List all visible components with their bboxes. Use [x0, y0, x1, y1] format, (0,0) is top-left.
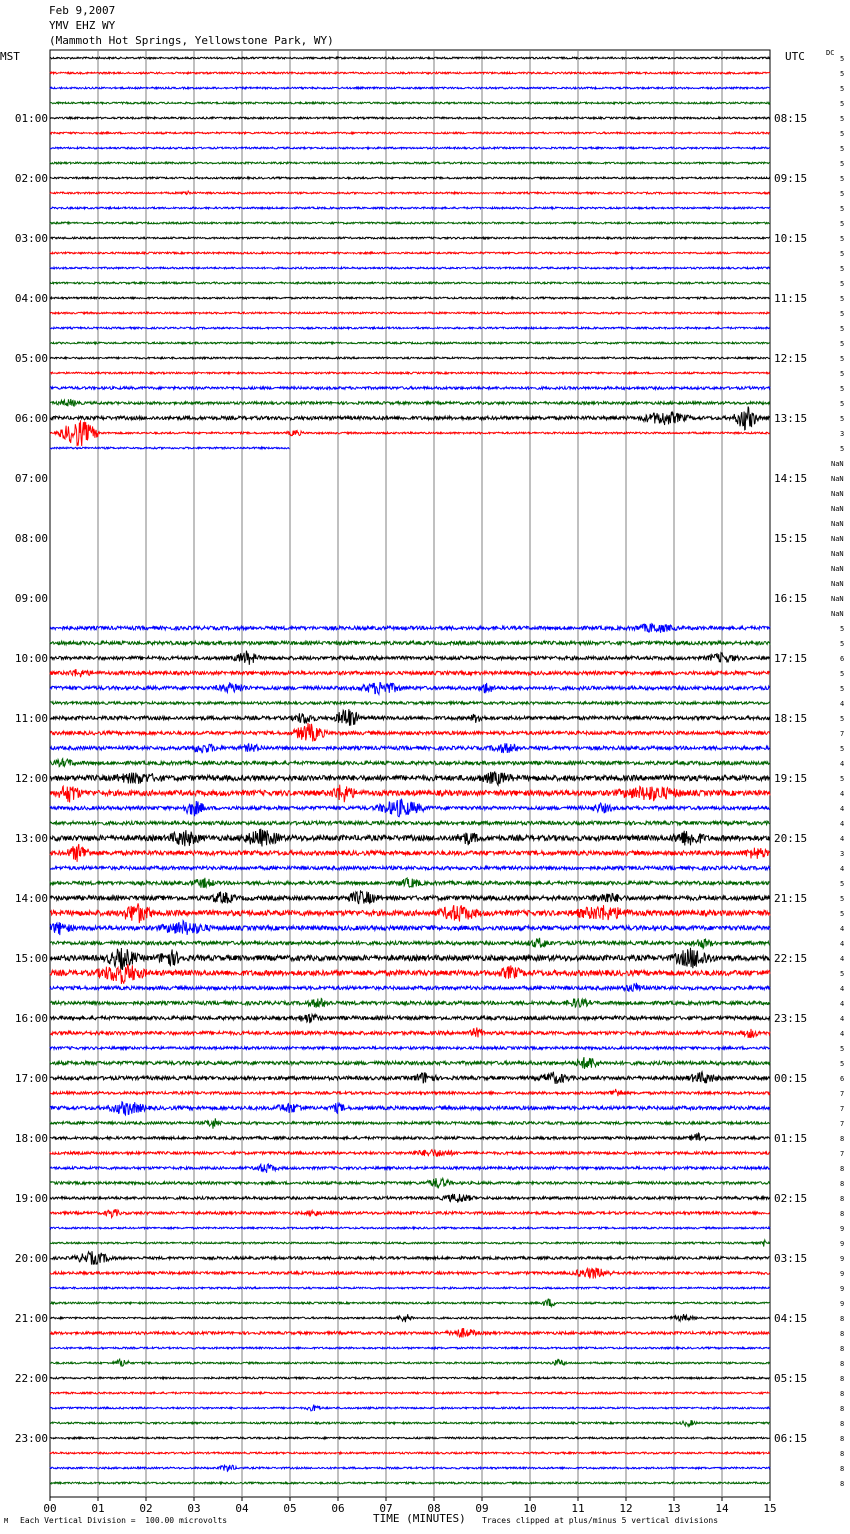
dc-value: 5 — [840, 895, 845, 903]
dc-value: 5 — [840, 160, 845, 168]
dc-value: 3 — [840, 850, 845, 858]
trace-line — [50, 998, 770, 1008]
dc-value: 9 — [840, 1270, 845, 1278]
right-hour-label: 17:15 — [774, 652, 808, 665]
right-hour-label: 08:15 — [774, 112, 808, 125]
dc-value: 8 — [840, 1330, 845, 1338]
x-tick-label: 01 — [91, 1502, 105, 1515]
trace-line — [50, 357, 770, 359]
dc-value: 5 — [840, 325, 845, 333]
left-hour-label: 01:00 — [14, 112, 48, 125]
trace-line — [50, 723, 770, 742]
right-hour-label: 02:15 — [774, 1192, 808, 1205]
trace-line — [50, 1072, 770, 1084]
x-tick-label: 05 — [283, 1502, 297, 1515]
x-tick-label: 06 — [331, 1502, 345, 1515]
dc-value: 8 — [840, 1390, 845, 1398]
trace-line — [50, 57, 770, 59]
dc-value: 6 — [840, 1075, 845, 1083]
dc-value: 5 — [840, 85, 845, 93]
trace-line — [50, 1437, 770, 1439]
right-hour-label: 06:15 — [774, 1432, 808, 1445]
trace-line — [50, 1150, 770, 1157]
trace-line — [50, 162, 770, 164]
dc-value: 5 — [840, 130, 845, 138]
left-hour-label: 10:00 — [14, 652, 48, 665]
trace-line — [50, 938, 770, 949]
trace-line — [50, 72, 770, 74]
dc-value: 8 — [840, 1450, 845, 1458]
dc-value: 8 — [840, 1165, 845, 1173]
right-hour-label: 09:15 — [774, 172, 808, 185]
trace-line — [50, 1227, 770, 1229]
trace-line — [50, 147, 770, 149]
dc-value: 5 — [840, 1045, 845, 1053]
left-hour-label: 16:00 — [14, 1012, 48, 1025]
x-tick-label: 13 — [667, 1502, 681, 1515]
dc-value: 5 — [840, 400, 845, 408]
dc-value: NaN — [831, 505, 844, 513]
dc-value: NaN — [831, 595, 844, 603]
trace-line — [50, 1027, 770, 1037]
trace-line — [50, 878, 770, 888]
left-hour-label: 17:00 — [14, 1072, 48, 1085]
plot-frame — [50, 50, 770, 1497]
dc-value: 5 — [840, 415, 845, 423]
dc-value: 8 — [840, 1135, 845, 1143]
trace-line — [50, 1014, 770, 1023]
trace-line — [50, 641, 770, 645]
left-hour-label: 06:00 — [14, 412, 48, 425]
trace-line — [50, 1392, 770, 1394]
trace-line — [50, 1057, 770, 1069]
right-hour-label: 00:15 — [774, 1072, 808, 1085]
dc-value: 5 — [840, 775, 845, 783]
dc-value: 5 — [840, 295, 845, 303]
trace-line — [50, 447, 290, 449]
x-tick-label: 09 — [475, 1502, 489, 1515]
trace-line — [50, 799, 770, 817]
dc-value: 7 — [840, 730, 845, 738]
dc-value: 4 — [840, 835, 845, 843]
x-axis-title: TIME (MINUTES) — [373, 1512, 466, 1525]
x-tick-label: 15 — [763, 1502, 777, 1515]
dc-value: 4 — [840, 955, 845, 963]
dc-value: 8 — [840, 1435, 845, 1443]
dc-value: 5 — [840, 880, 845, 888]
left-hour-label: 13:00 — [14, 832, 48, 845]
left-hour-label: 08:00 — [14, 532, 48, 545]
dc-value: 6 — [840, 655, 845, 663]
dc-value: 7 — [840, 1120, 845, 1128]
trace-line — [50, 1133, 770, 1141]
trace-line — [50, 709, 770, 726]
trace-line — [50, 772, 770, 785]
dc-value: 4 — [840, 1000, 845, 1008]
left-hour-label: 14:00 — [14, 892, 48, 905]
trace-line — [50, 1314, 770, 1322]
trace-line — [50, 191, 770, 195]
x-tick-label: 00 — [43, 1502, 57, 1515]
clip-note: Traces clipped at plus/minus 5 vertical divisions — [482, 1516, 719, 1525]
trace-line — [50, 759, 770, 767]
right-timezone-label: UTC — [785, 50, 805, 63]
left-hour-label: 03:00 — [14, 232, 48, 245]
right-hour-label: 05:15 — [774, 1372, 808, 1385]
dc-value: 8 — [840, 1465, 845, 1473]
x-tick-label: 02 — [139, 1502, 153, 1515]
trace-line — [50, 407, 770, 430]
trace-line — [50, 222, 770, 224]
dc-value: 5 — [840, 625, 845, 633]
dc-value: 5 — [840, 115, 845, 123]
trace-line — [50, 387, 770, 390]
dc-value: 8 — [840, 1405, 845, 1413]
trace-line — [50, 1452, 770, 1454]
dc-value: 5 — [840, 910, 845, 918]
trace-line — [50, 342, 770, 344]
left-hour-label: 05:00 — [14, 352, 48, 365]
dc-value: 5 — [840, 145, 845, 153]
dc-value: 5 — [840, 385, 845, 393]
x-tick-label: 10 — [523, 1502, 537, 1515]
dc-value: 8 — [840, 1360, 845, 1368]
dc-value: 9 — [840, 1300, 845, 1308]
trace-line — [50, 669, 770, 677]
trace-line — [50, 1178, 770, 1188]
trace-line — [50, 1089, 770, 1096]
dc-value: 7 — [840, 1090, 845, 1098]
dc-value: NaN — [831, 460, 844, 468]
dc-value: 5 — [840, 355, 845, 363]
left-timezone-label: MST — [0, 50, 20, 63]
trace-line — [50, 207, 770, 209]
dc-value: 5 — [840, 685, 845, 693]
left-hour-label: 22:00 — [14, 1372, 48, 1385]
right-hour-label: 23:15 — [774, 1012, 808, 1025]
trace-line — [50, 1268, 770, 1279]
trace-line — [50, 87, 770, 89]
dc-value: NaN — [831, 580, 844, 588]
dc-value: 9 — [840, 1225, 845, 1233]
chart-station: YMV EHZ WY — [49, 19, 116, 32]
dc-value: NaN — [831, 550, 844, 558]
dc-value: 5 — [840, 370, 845, 378]
dc-value: 5 — [840, 190, 845, 198]
dc-value: 8 — [840, 1375, 845, 1383]
trace-line — [50, 1209, 770, 1217]
left-hour-label: 07:00 — [14, 472, 48, 485]
trace-line — [50, 1299, 770, 1306]
dc-value: 5 — [840, 175, 845, 183]
trace-line — [50, 177, 770, 179]
dc-value: 5 — [840, 670, 845, 678]
trace-line — [50, 372, 770, 374]
x-tick-label: 07 — [379, 1502, 393, 1515]
trace-line — [50, 651, 770, 665]
dc-value: 5 — [840, 55, 845, 63]
dc-value: 4 — [840, 760, 845, 768]
dc-value: NaN — [831, 520, 844, 528]
trace-line — [50, 117, 770, 119]
trace-line — [50, 1405, 770, 1411]
dc-value: 5 — [840, 445, 845, 453]
left-hour-label: 23:00 — [14, 1432, 48, 1445]
trace-line — [50, 267, 770, 269]
left-hour-label: 12:00 — [14, 772, 48, 785]
trace-line — [50, 844, 770, 862]
trace-line — [50, 1194, 770, 1203]
x-tick-label: 08 — [427, 1502, 441, 1515]
left-hour-label: 15:00 — [14, 952, 48, 965]
right-hour-label: 21:15 — [774, 892, 808, 905]
dc-value: 8 — [840, 1420, 845, 1428]
chart-date: Feb 9,2007 — [49, 4, 116, 17]
dc-value: 4 — [840, 805, 845, 813]
trace-line — [50, 420, 770, 446]
right-hour-label: 04:15 — [774, 1312, 808, 1325]
trace-line — [50, 821, 770, 825]
trace-line — [50, 327, 770, 329]
trace-line — [50, 964, 770, 984]
left-hour-label: 09:00 — [14, 592, 48, 605]
trace-line — [50, 785, 770, 803]
dc-value: 3 — [840, 430, 845, 438]
dc-value: 7 — [840, 1105, 845, 1113]
trace-line — [50, 1359, 770, 1366]
right-hour-label: 10:15 — [774, 232, 808, 245]
x-tick-label: 14 — [715, 1502, 729, 1515]
dc-value: 5 — [840, 205, 845, 213]
dc-value: 5 — [840, 715, 845, 723]
dc-value: 4 — [840, 790, 845, 798]
dc-value: NaN — [831, 610, 844, 618]
right-hour-label: 11:15 — [774, 292, 808, 305]
trace-line — [50, 1287, 770, 1289]
trace-line — [50, 1047, 770, 1050]
trace-line — [50, 921, 770, 936]
left-hour-label: 02:00 — [14, 172, 48, 185]
left-hour-label: 18:00 — [14, 1132, 48, 1145]
right-hour-label: 15:15 — [774, 532, 808, 545]
dc-value: 4 — [840, 820, 845, 828]
left-hour-label: 21:00 — [14, 1312, 48, 1325]
chart-location: (Mammoth Hot Springs, Yellowstone Park, WY) — [49, 34, 334, 47]
x-tick-label: 04 — [235, 1502, 249, 1515]
dc-value: 5 — [840, 235, 845, 243]
trace-line — [50, 1164, 770, 1173]
dc-value: 4 — [840, 865, 845, 873]
trace-line — [50, 866, 770, 870]
dc-value: 5 — [840, 265, 845, 273]
dc-value: NaN — [831, 490, 844, 498]
dc-value: 5 — [840, 640, 845, 648]
left-hour-label: 04:00 — [14, 292, 48, 305]
left-hour-label: 11:00 — [14, 712, 48, 725]
dc-value: 4 — [840, 940, 845, 948]
trace-line — [50, 1482, 770, 1484]
dc-value: 5 — [840, 310, 845, 318]
trace-line — [50, 683, 770, 695]
dc-value: 4 — [840, 1015, 845, 1023]
dc-header: DC — [826, 49, 835, 57]
right-hour-label: 14:15 — [774, 472, 808, 485]
trace-line — [50, 890, 770, 904]
dc-value: 8 — [840, 1210, 845, 1218]
scale-note: Each Vertical Division = 100.00 microvolts — [20, 1516, 228, 1525]
trace-line — [50, 252, 770, 254]
dc-value: 5 — [840, 280, 845, 288]
trace-line — [50, 702, 770, 705]
left-hour-label: 19:00 — [14, 1192, 48, 1205]
dc-value: 5 — [840, 1060, 845, 1068]
dc-value: 5 — [840, 970, 845, 978]
right-hour-label: 03:15 — [774, 1252, 808, 1265]
trace-line — [50, 312, 770, 314]
right-hour-label: 19:15 — [774, 772, 808, 785]
dc-value: 5 — [840, 340, 845, 348]
right-hour-label: 18:15 — [774, 712, 808, 725]
right-hour-label: 16:15 — [774, 592, 808, 605]
dc-value: NaN — [831, 475, 844, 483]
trace-line — [50, 1240, 770, 1247]
dc-value: 5 — [840, 220, 845, 228]
dc-value: 5 — [840, 70, 845, 78]
trace-line — [50, 903, 770, 923]
trace-line — [50, 1347, 770, 1349]
trace-line — [50, 237, 770, 239]
dc-value: 8 — [840, 1345, 845, 1353]
right-hour-label: 20:15 — [774, 832, 808, 845]
x-tick-label: 11 — [571, 1502, 585, 1515]
dc-value: 9 — [840, 1240, 845, 1248]
trace-line — [50, 829, 770, 847]
dc-value: 8 — [840, 1195, 845, 1203]
corner-mark: M — [4, 1517, 9, 1525]
trace-line — [50, 282, 770, 284]
trace-line — [50, 399, 770, 406]
dc-value: 8 — [840, 1315, 845, 1323]
right-hour-label: 12:15 — [774, 352, 808, 365]
dc-value: 8 — [840, 1480, 845, 1488]
trace-line — [50, 948, 770, 970]
dc-value: 5 — [840, 100, 845, 108]
dc-value: 7 — [840, 1150, 845, 1158]
trace-line — [50, 1251, 770, 1265]
trace-line — [50, 297, 770, 299]
dc-value: 9 — [840, 1255, 845, 1263]
trace-line — [50, 132, 770, 134]
trace-line — [50, 1465, 770, 1472]
left-hour-label: 20:00 — [14, 1252, 48, 1265]
dc-value: NaN — [831, 535, 844, 543]
dc-value: 4 — [840, 700, 845, 708]
dc-value: 8 — [840, 1180, 845, 1188]
dc-value: 4 — [840, 1030, 845, 1038]
right-hour-label: 13:15 — [774, 412, 808, 425]
right-hour-label: 01:15 — [774, 1132, 808, 1145]
right-hour-label: 22:15 — [774, 952, 808, 965]
trace-line — [50, 1328, 770, 1338]
dc-value: NaN — [831, 565, 844, 573]
dc-value: 4 — [840, 925, 845, 933]
dc-value: 4 — [840, 985, 845, 993]
x-tick-label: 12 — [619, 1502, 633, 1515]
trace-line — [50, 743, 770, 753]
dc-value: 9 — [840, 1285, 845, 1293]
dc-value: 5 — [840, 745, 845, 753]
trace-line — [50, 1420, 770, 1426]
trace-line — [50, 1102, 770, 1115]
trace-line — [50, 624, 770, 633]
trace-line — [50, 983, 770, 992]
dc-value: 5 — [840, 250, 845, 258]
trace-line — [50, 1118, 770, 1128]
trace-line — [50, 1377, 770, 1379]
x-tick-label: 03 — [187, 1502, 201, 1515]
trace-line — [50, 102, 770, 104]
